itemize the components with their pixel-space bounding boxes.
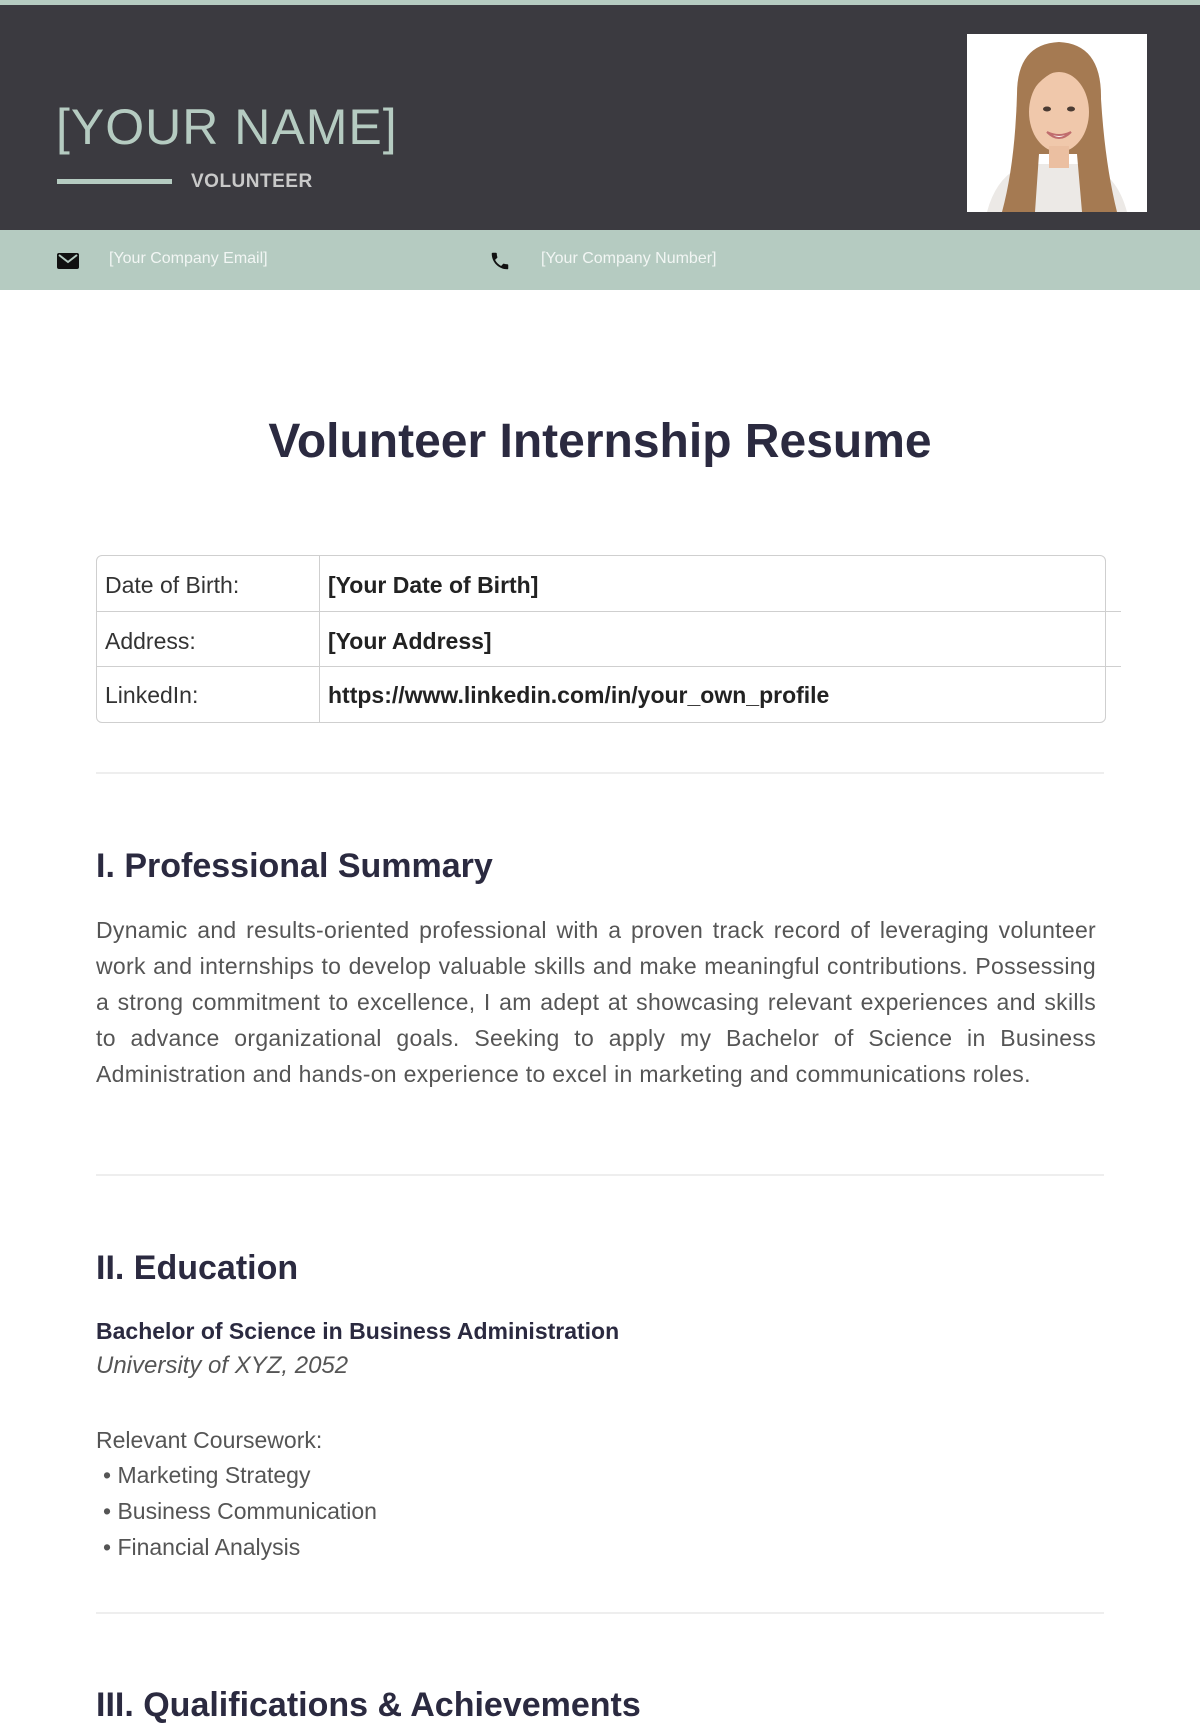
phone-icon	[489, 250, 511, 277]
info-value: [Your Date of Birth]	[328, 572, 539, 598]
summary-text: Dynamic and results-oriented professional with a proven track record of leveraging volunteer work and internships to develop valuable skills and make meaningful contributions. Possessing a strong commitment to excellence, I am adept at showcasing relevant experiences and skills to advance organizational goals. Seeking to apply my Bachelor of Science in Business Administration and hands-on experience to excel in marketing and communications roles.	[96, 917, 1096, 1087]
document-title: Volunteer Internship Resume	[268, 415, 932, 468]
info-value: [Your Address]	[328, 628, 492, 654]
linkedin-link[interactable]: https://www.linkedin.com/in/your_own_profile	[328, 682, 830, 708]
applicant-role: VOLUNTEER	[191, 171, 313, 192]
info-row-address	[97, 612, 1105, 667]
summary-heading: I. Professional Summary	[96, 847, 493, 885]
info-label: Address:	[105, 628, 196, 654]
name-underline	[57, 179, 172, 184]
applicant-name: [YOUR NAME]	[56, 99, 398, 155]
coursework-item: • Financial Analysis	[103, 1534, 301, 1560]
section-divider	[96, 1174, 1104, 1176]
education-heading: II. Education	[96, 1249, 299, 1287]
coursework-item: • Business Communication	[103, 1498, 377, 1524]
personal-info-table	[96, 555, 1106, 723]
company-number: [Your Company Number]	[541, 250, 717, 267]
info-label: LinkedIn:	[105, 682, 199, 708]
section-divider	[96, 772, 1104, 774]
info-label: Date of Birth:	[105, 572, 240, 598]
section-divider	[96, 1612, 1104, 1614]
university-name: University of XYZ, 2052	[96, 1352, 349, 1379]
degree-name: Bachelor of Science in Business Administration	[96, 1318, 620, 1344]
qualifications-heading: III. Qualifications & Achievements	[96, 1686, 641, 1724]
info-row-linkedin	[97, 666, 1105, 721]
company-email: [Your Company Email]	[109, 250, 268, 267]
profile-photo	[967, 34, 1147, 212]
coursework-item: • Marketing Strategy	[103, 1462, 311, 1488]
coursework-label: Relevant Coursework:	[96, 1427, 323, 1453]
info-row-dob	[97, 556, 1105, 611]
envelope-icon	[57, 253, 79, 274]
